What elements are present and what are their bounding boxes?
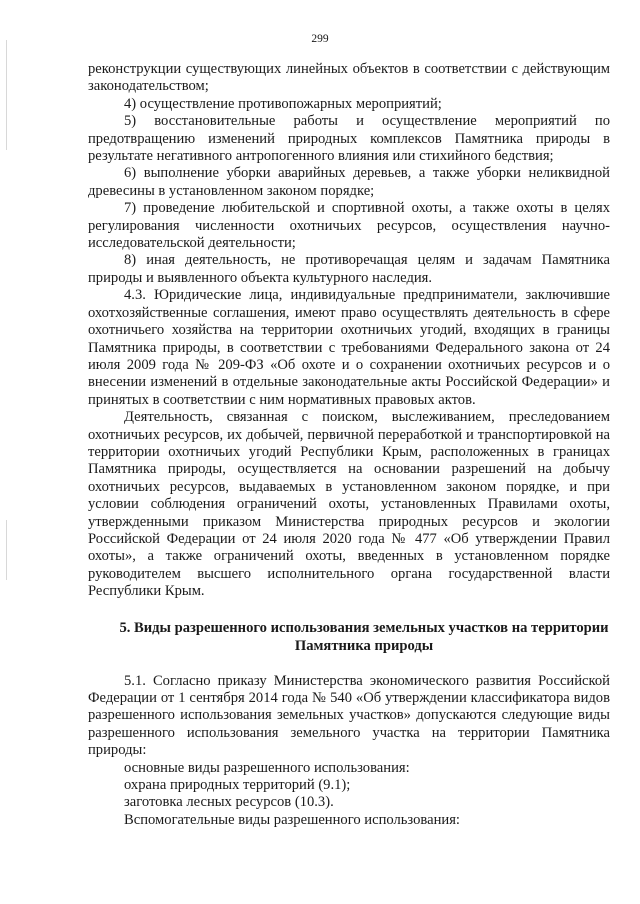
paragraph-item-6: 6) выполнение уборки аварийных деревьев, а также уборки неликвидной древесины в установленном законом порядке; xyxy=(88,165,610,199)
list-item: заготовка лесных ресурсов (10.3). xyxy=(124,794,334,811)
list-item: основные виды разрешенного использования: xyxy=(124,759,410,776)
section-heading: 5. Виды разрешенного использования земельных участков на территории Памятника природы xyxy=(119,619,609,654)
paragraph-continuation: реконструкции существующих линейных объектов в соответствии с действующим законодательством; xyxy=(88,61,610,95)
paragraph-auxiliary-uses: Вспомогательные виды разрешенного использования: xyxy=(124,811,460,828)
paragraph-4-3: 4.3. Юридические лица, индивидуальные предприниматели, заключившие охотхозяйственные соглашения, имеют право осуществлять деятельность в сфере охотничьего хозяйства на территории охотничьих угодий, входящих в границы Памятника природы, в соответствии с требованиями Федерального закона от 24 июля 2009 года № 209-ФЗ «Об охоте и о сохранении охотничьих ресурсов и о внесении изменений в отдельные законодательные акты Российской Федерации» и принятых в соответствии с ним нормативных правовых актов. xyxy=(88,287,610,408)
paragraph-item-8: 8) иная деятельность, не противоречащая целям и задачам Памятника природы и выявленного объекта культурного наследия. xyxy=(88,252,610,286)
paragraph-5-1: 5.1. Согласно приказу Министерства экономического развития Российской Федерации от 1 сентября 2014 года № 540 «Об утверждении классификатора видов разрешенного использования земельных участков» допускаются следующие виды разрешенного использования земельного участка на территории Памятника природы: xyxy=(88,672,610,759)
list-item: охрана природных территорий (9.1); xyxy=(124,777,351,794)
paragraph-hunting-activity: Деятельность, связанная с поиском, выслеживанием, преследованием охотничьих ресурсов, их добычей, первичной переработкой и транспортировкой на территории охотничьих угодий Республики Крым, расположенных в границах Памятника природы, осуществляется на основании разрешений на добычу охотничьих ресурсов, выдаваемых в установленном законом порядке, и при условии соблюдения ограничений охоты, установленных Правилами охоты, утвержденными приказом Министерства природных ресурсов и экологии Российской Федерации от 24 июля 2020 года № 477 «Об утверждении Правил охоты», а также ограничений охоты, введенных в установленном порядке руководителем высшего исполнительного органа государственной власти Республики Крым. xyxy=(88,409,610,600)
paragraph-item-7: 7) проведение любительской и спортивной охоты, а также охоты в целях регулирования численности охотничьих ресурсов, осуществления научно-исследовательской деятельности; xyxy=(88,200,610,252)
document-body xyxy=(88,61,610,829)
scan-edge-mark xyxy=(6,520,7,580)
page-number: 299 xyxy=(311,33,329,45)
scan-edge-mark xyxy=(6,40,7,150)
paragraph-item-4: 4) осуществление противопожарных мероприятий; xyxy=(124,95,442,112)
paragraph-item-5: 5) восстановительные работы и осуществление мероприятий по предотвращению изменений природных комплексов Памятника природы в результате негативного антропогенного влияния или стихийного бедствия; xyxy=(88,113,610,165)
